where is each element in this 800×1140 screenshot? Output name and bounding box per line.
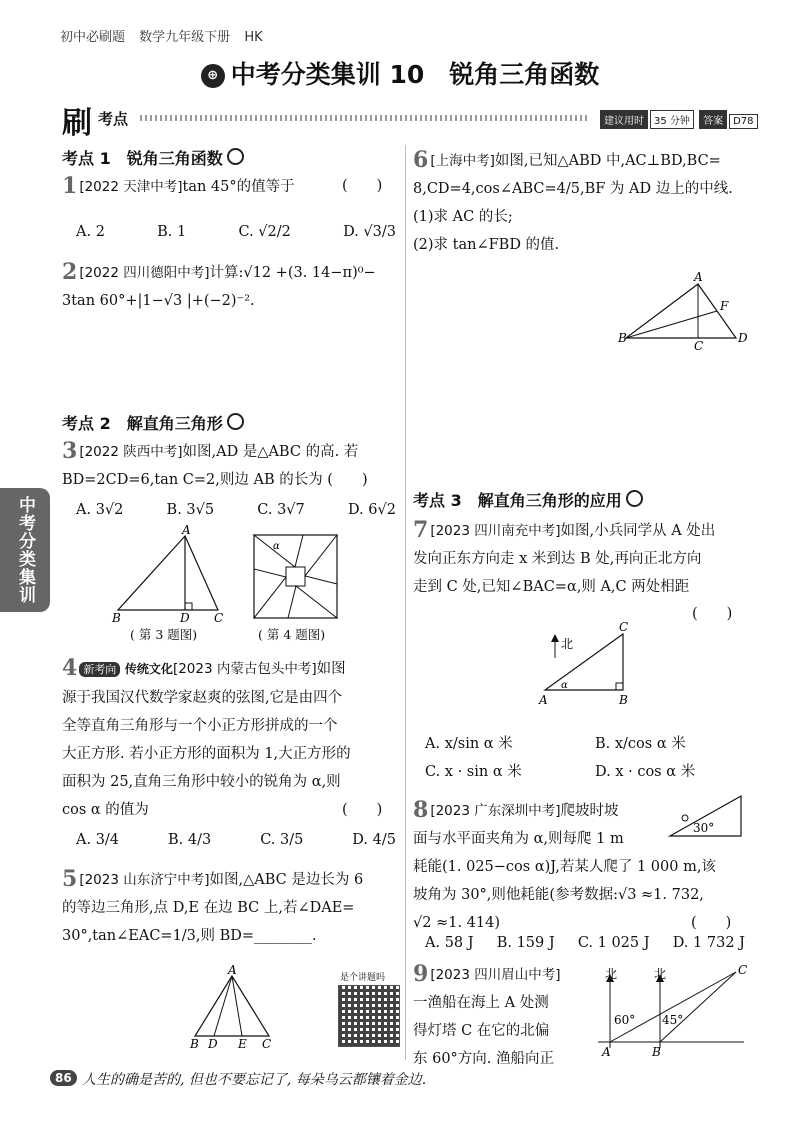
svg-text:B: B — [619, 693, 628, 707]
svg-text:F: F — [720, 299, 729, 313]
q7-paren: ( ) — [692, 606, 733, 622]
svg-text:C: C — [619, 620, 629, 634]
caption-figure-4: ( 第 4 题图) — [258, 627, 326, 642]
qr-code[interactable] — [338, 985, 400, 1047]
check-icon — [227, 413, 244, 430]
dotted-divider — [140, 115, 590, 121]
svg-text:α: α — [561, 680, 568, 691]
svg-text:B: B — [112, 611, 121, 625]
svg-text:C: C — [262, 1037, 272, 1051]
footer-motto: 人生的确是苦的, 但也不要忘记了, 每朵乌云都镶着金边. — [82, 1072, 427, 1088]
figure-5 — [190, 963, 275, 1053]
page-title: ⊕ 中考分类集训 10 锐角三角函数 — [0, 55, 800, 91]
svg-text:北: 北 — [605, 967, 618, 981]
svg-text:B: B — [652, 1045, 661, 1059]
side-tab: 中考分类集训 — [0, 488, 50, 612]
running-header — [60, 26, 273, 45]
figure-8 — [665, 792, 745, 840]
page-number: 86 — [50, 1070, 77, 1086]
question-5: 5 [2023 山东济宁中考]如图,△ABC 是边长为 6 的等边三角形,点 D,E 在边 BC 上,若∠DAE= 30°,tan∠EAC=1/3,则 BD=________. — [62, 866, 364, 944]
question-3: 3 [2022 陕西中考]如图,AD 是△ABC 的高. 若 BD=2CD=6,tan C=2,则边 AB 的长为 ( ) — [62, 438, 368, 488]
svg-text:A: A — [182, 523, 191, 537]
svg-text:北: 北 — [654, 967, 667, 981]
q1-options: A. 2 B. 1 C. √2/2 D. √3/3 — [76, 224, 396, 240]
svg-text:60°: 60° — [614, 1013, 636, 1027]
compass-emblem-icon: ⊕ — [201, 64, 225, 88]
svg-text:α: α — [273, 541, 280, 552]
column-divider — [405, 145, 406, 1060]
q4-options: A. 3/4 B. 4/3 C. 3/5 D. 4/5 — [76, 832, 396, 848]
question-6: 6 [上海中考]如图,已知△ABD 中,AC⊥BD,BC= 8,CD=4,cos∠ABC=4/5,BF 为 AD 边上的中线. (1)求 AC 的长; (2)求 tan∠FBD 的值. — [413, 147, 733, 253]
svg-text:D: D — [208, 1037, 218, 1051]
q8-options: A. 58 J B. 159 J C. 1 025 J D. 1 732 J — [425, 935, 745, 951]
svg-text:A: A — [694, 270, 703, 284]
section-heading-3: 考点 3 解直角三角形的应用 — [413, 488, 643, 511]
north-label: 北 — [561, 637, 574, 651]
caption-figure-3: ( 第 3 题图) — [130, 627, 198, 642]
svg-text:A: A — [228, 963, 237, 977]
svg-text:30°: 30° — [693, 821, 715, 835]
svg-text:45°: 45° — [662, 1013, 684, 1027]
svg-text:B: B — [190, 1037, 199, 1051]
check-icon — [227, 148, 244, 165]
section-heading-1: 考点 1 锐角三角函数 — [62, 146, 244, 169]
svg-text:C: C — [214, 611, 224, 625]
question-9: 9 [2023 四川眉山中考] 一渔船在海上 A 处测 得灯塔 C 在它的北偏 东 60°方向. 渔船向正 — [413, 961, 561, 1067]
svg-text:A: A — [539, 693, 548, 707]
svg-text:C: C — [738, 963, 748, 977]
question-4: 4 新考向 传统文化[2023 内蒙古包头中考]如图 源于我国汉代数学家赵爽的弦图,它是由四个 全等直角三角形与一个小正方形拼成的一个 大正方形. 若小正方形的面积为 1,大正方形的 面积为 25,直角三角形中较小的锐角为 α,则 cos α 的值为 ( ) — [62, 655, 383, 818]
svg-text:D: D — [180, 611, 190, 625]
figure-9 — [594, 963, 754, 1061]
q3-options: A. 3√2 B. 3√5 C. 3√7 D. 6√2 — [76, 502, 396, 518]
book-label: 数学九年级下册 — [139, 30, 231, 45]
shua-mark: 刷 — [62, 106, 92, 141]
svg-text:C: C — [694, 339, 704, 353]
question-1: 1 [2022 天津中考]tan 45°的值等于 ( ) — [62, 173, 383, 199]
check-icon — [626, 490, 643, 507]
edition-label: HK — [244, 30, 263, 45]
q7-options: A. x/sin α 米 B. x/cos α 米 C. x · sin α 米 D. x · cos α 米 — [425, 736, 696, 780]
figure-3 — [110, 523, 230, 625]
figure-6 — [618, 270, 748, 353]
section-heading-2: 考点 2 解直角三角形 — [62, 411, 244, 434]
svg-text:E: E — [238, 1037, 247, 1051]
question-2: 2 [2022 四川德阳中考]计算:√12 +(3. 14−π)⁰− 3tan 60°+|1−√3 |+(−2)⁻². — [62, 259, 376, 309]
svg-text:A: A — [602, 1045, 611, 1059]
svg-text:D: D — [738, 331, 748, 345]
question-7: 7 [2023 四川南充中考]如图,小兵同学从 A 处出 发向正东方向走 x 米到达 B 处,再向正北方向 走到 C 处,已知∠BAC=α,则 A,C 两处相距 — [413, 517, 716, 595]
new-direction-badge: 新考向 — [79, 662, 120, 677]
question-8: 8 [2023 广东深圳中考]爬坡时坡 面与水平面夹角为 α,则每爬 1 m 耗能(1. 025−cos α)J,若某人爬了 1 000 m,该 坡角为 30°,则他耗能(参考数据:√3 ≈1. 732, √2 ≈1. 414) ( ) — [413, 797, 732, 931]
qr-label: 是个讲题吗 — [340, 973, 386, 983]
figure-4 — [253, 534, 338, 619]
series-label: 初中必刷题 — [60, 30, 126, 45]
svg-text:B: B — [618, 331, 627, 345]
kaodian-label: 考点 — [98, 110, 129, 128]
time-box: 建议用时 35 分钟 答案 D78 — [598, 110, 758, 129]
figure-7 — [535, 620, 655, 708]
